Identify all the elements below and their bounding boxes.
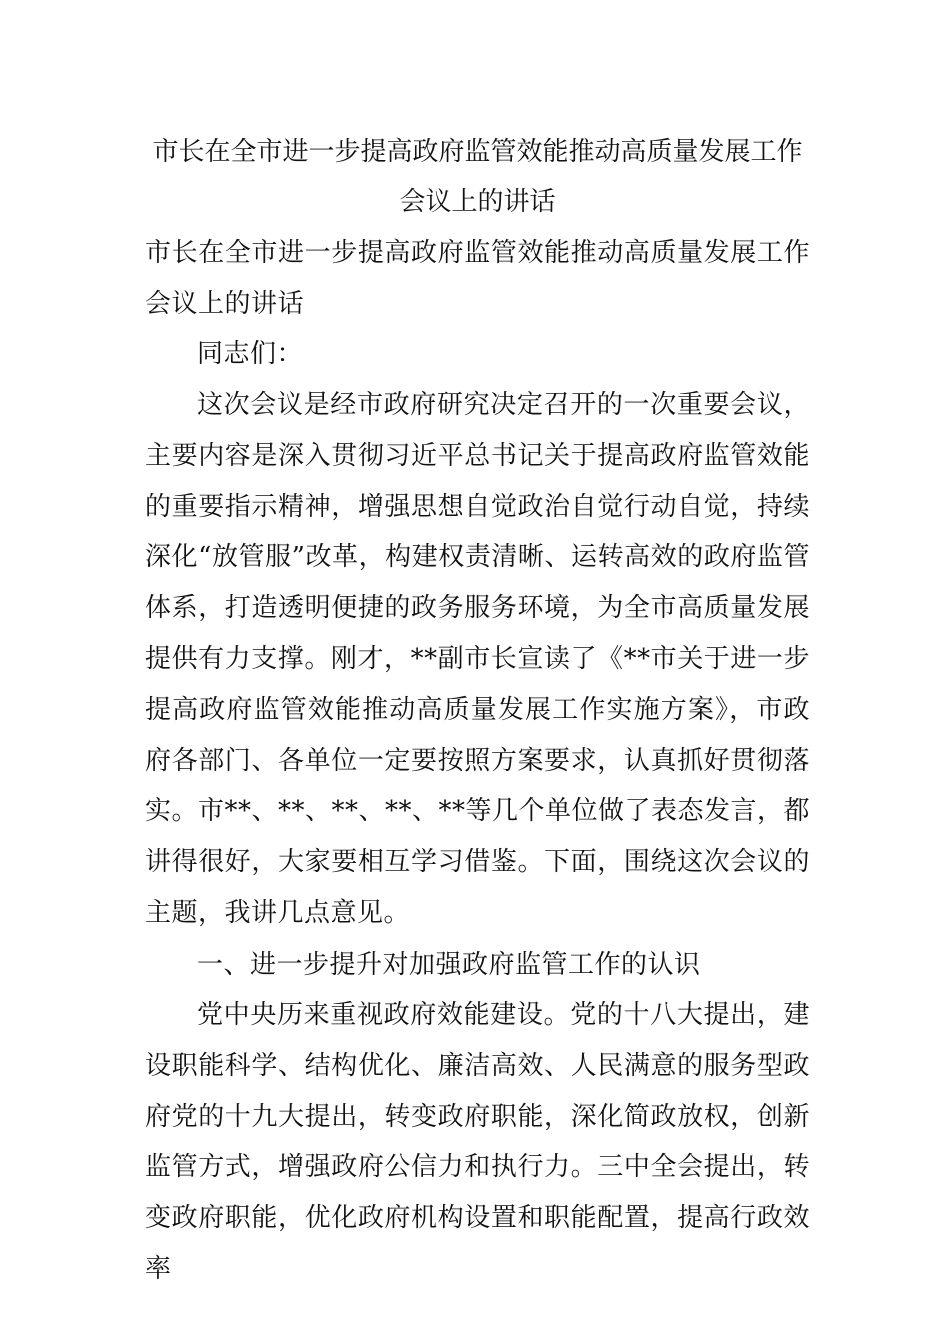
section-heading-1: 一、进一步提升对加强政府监管工作的认识 bbox=[197, 950, 701, 980]
document-title-line-1: 市长在全市进一步提高政府监管效能推动高质量发展工作 bbox=[152, 137, 803, 167]
paragraph-1: 这次会议是经市政府研究决定召开的一次重要会议，主要内容是深入贯彻习近平总书记关于提高政府监管效能的重要指示精神，增强思想自觉政治自觉行动自觉，持续深化“放管服”改革，构建权责清晰、运转高效的政府监管体系，打造透明便捷的政务服务环境，为全市高质量发展提供有力支撑。刚才，**副市长宣读了《**市关于进一步提高政府监管效能推动高质量发展工作实施方案》，市政府各部门、各单位一定要按照方案要求，认真抓好贯彻落实。市**、**、**、**、**等几个单位做了表态发言，都讲得很好，大家要相互学习借鉴。下面，围绕这次会议的主题，我讲几点意见。 bbox=[145, 390, 811, 928]
document-subtitle: 市长在全市进一步提高政府监管效能推动高质量发展工作会议上的讲话 bbox=[145, 238, 810, 319]
document-title-line-2: 会议上的讲话 bbox=[399, 187, 556, 217]
salutation: 同志们： bbox=[197, 339, 304, 369]
paragraph-2: 党中央历来重视政府效能建设。党的十八大提出，建设职能科学、结构优化、廉洁高效、人民满意的服务型政府党的十九大提出，转变政府职能，深化简政放权，创新监管方式，增强政府公信力和执行力。三中全会提出，转变政府职能，优化政府机构设置和职能配置，提高行政效率 bbox=[145, 1000, 810, 1284]
